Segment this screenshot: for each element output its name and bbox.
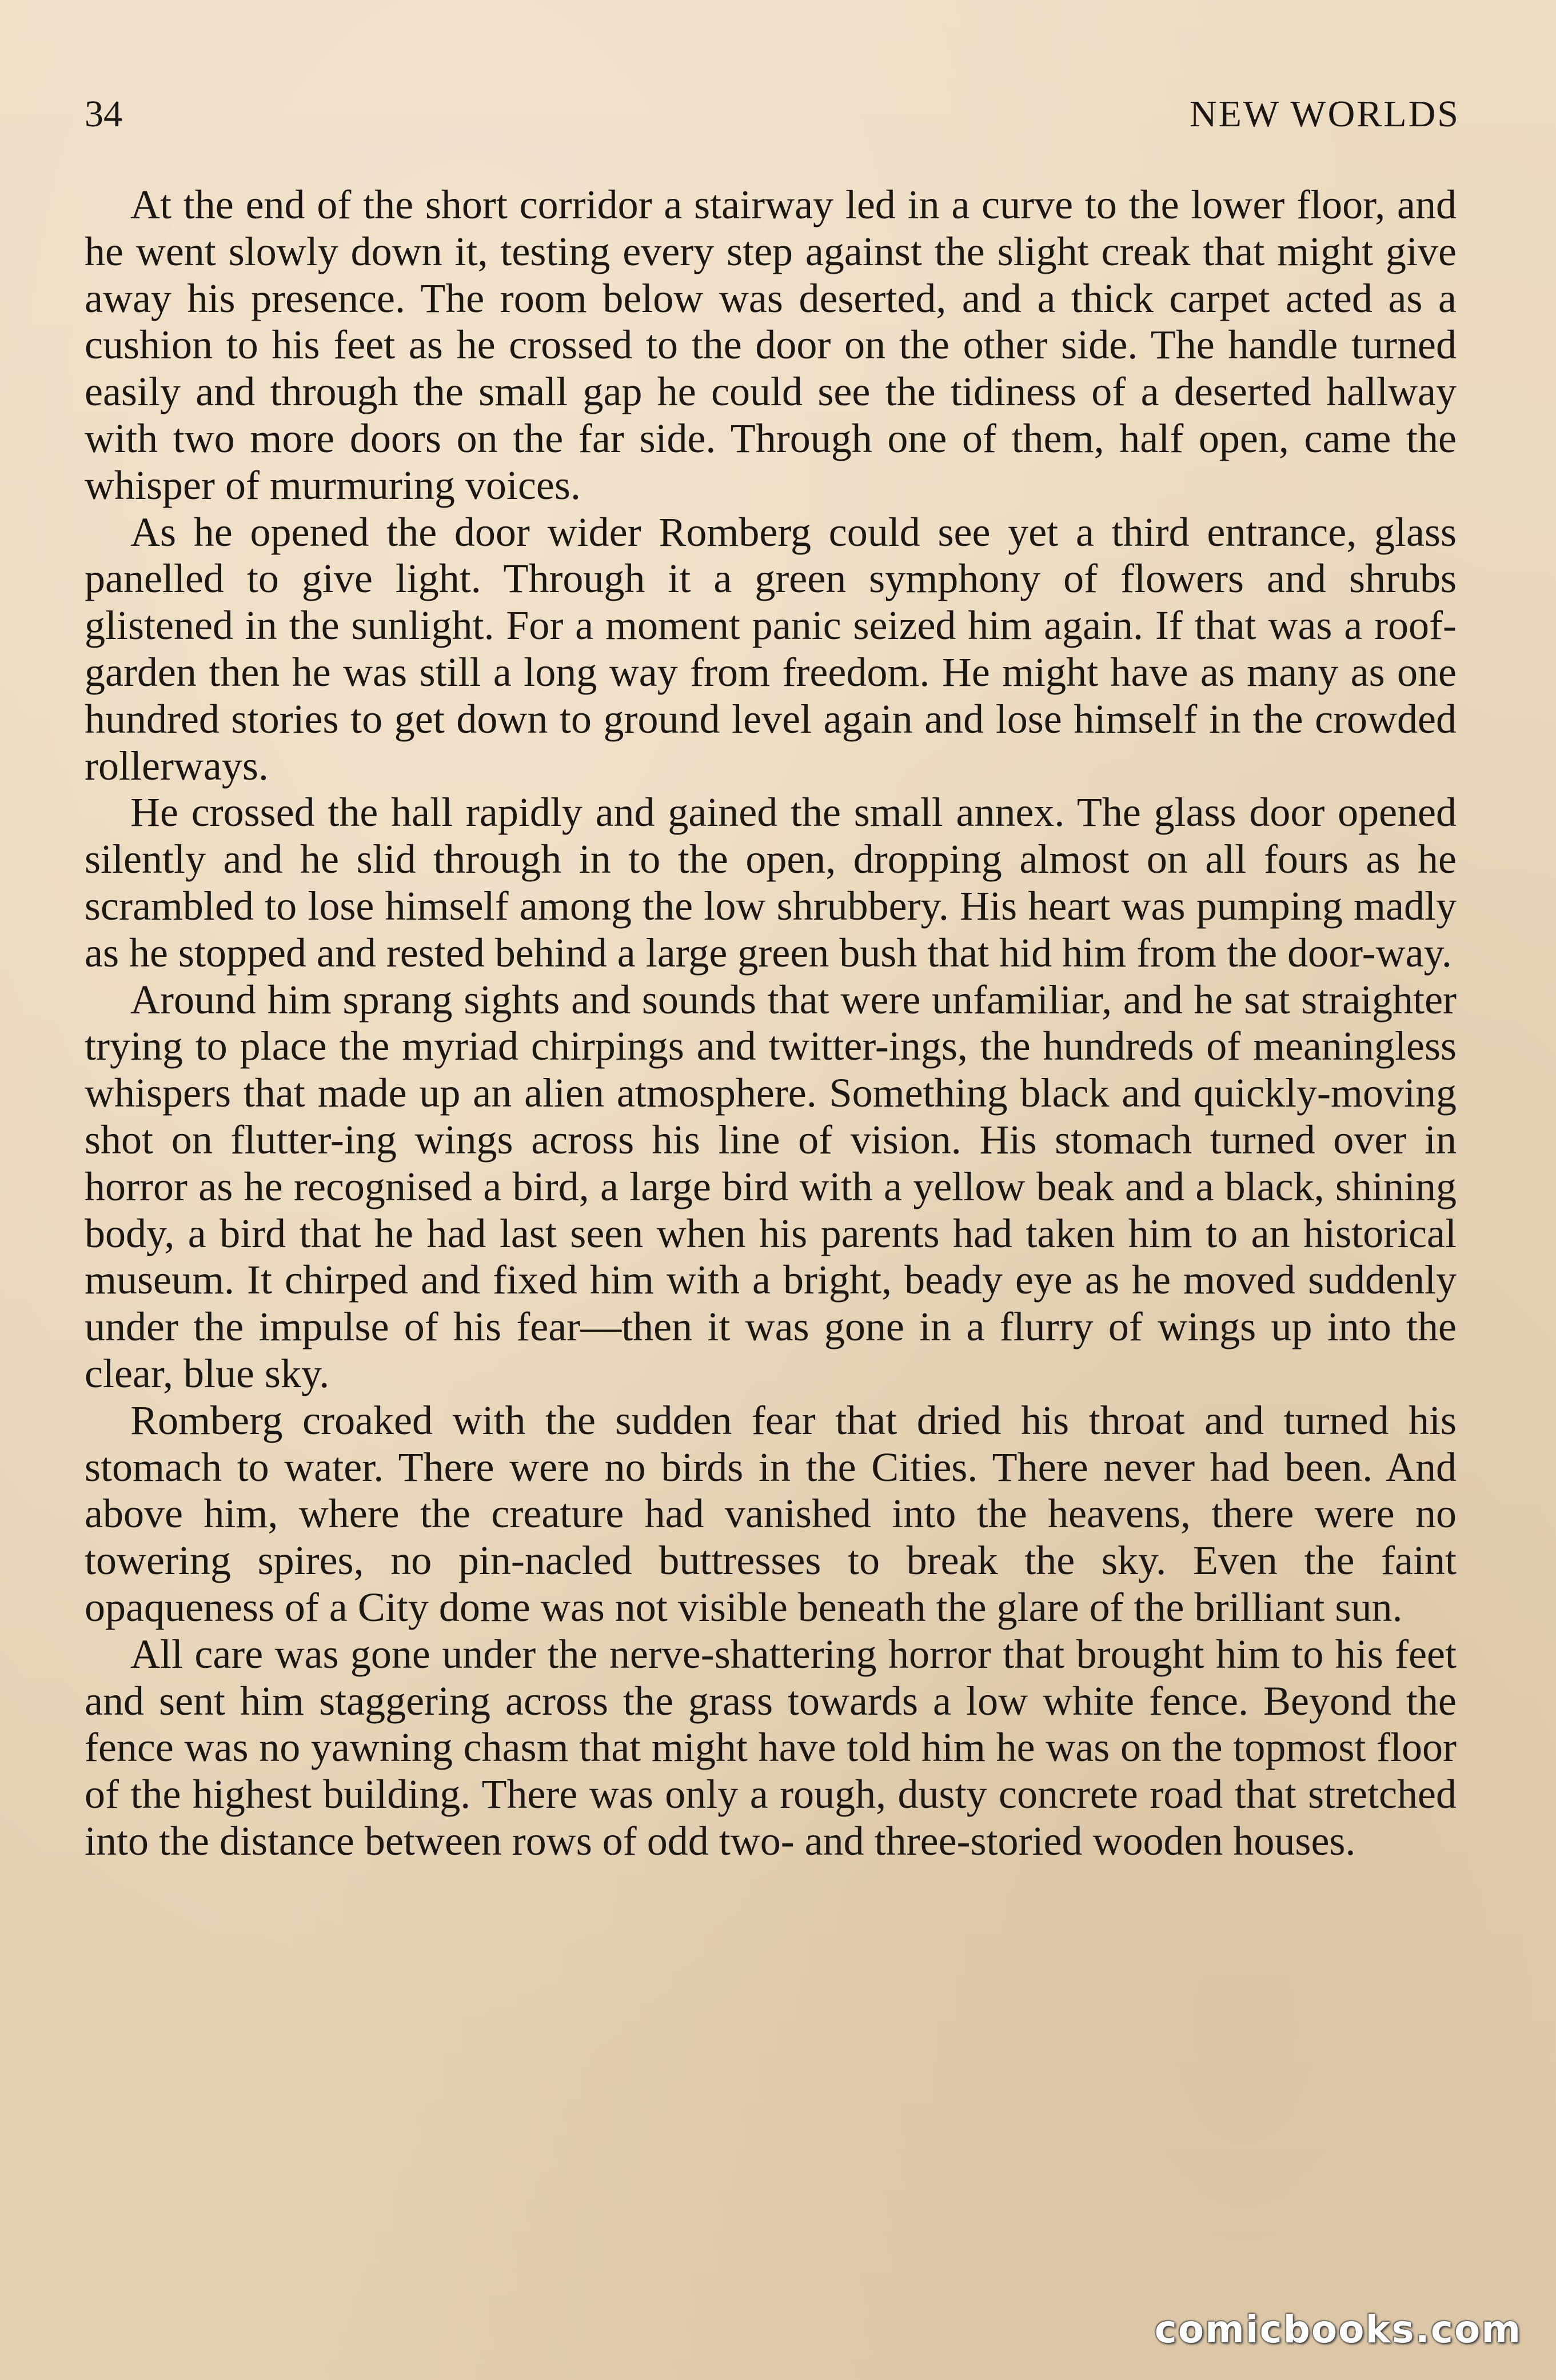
paragraph-2: As he opened the door wider Romberg could see yet a third entrance, glass panelled to give light. Through it a green symphony of flowers and shrubs glistened in the sunlight. For a moment panic seized him again. If that was a roof-garden then he was still a long way from freedom. He might have as many as one hundred stories to get down to ground level again and lose himself in the crowded rollerways. — [85, 509, 1457, 789]
paragraph-4: Around him sprang sights and sounds that were unfamiliar, and he sat straighter trying to place the myriad chirpings and twitter-ings, the hundreds of meaningless whispers that made up an alien atmosphere. Something black and quickly-moving shot on flutter-ing wings across his line of vision. His stomach turned over in horror as he recognised a bird, a large bird with a yellow beak and a black, shining body, a bird that he had last seen when his parents had taken him to an historical museum. It chirped and fixed him with a bright, beady eye as he moved suddenly under the impulse of his fear—then it was gone in a flurry of wings up into the clear, blue sky. — [85, 976, 1457, 1396]
page-header — [85, 86, 1460, 143]
watermark: comicbooks.com — [1154, 2307, 1522, 2351]
paragraph-6: All care was gone under the nerve-shattering horror that brought him to his feet and sent him staggering across the grass towards a low white fence. Beyond the fence was no yawning chasm that might have told him he was on the topmost floor of the highest building. There was only a rough, dusty concrete road that stretched into the distance between rows of odd two- and three-storied wooden houses. — [85, 1631, 1457, 1864]
page-number: 34 — [85, 93, 122, 135]
paragraph-5: Romberg croaked with the sudden fear that dried his throat and turned his stomach to water. There were no birds in the Cities. There never had been. And above him, where the creature had vanished into the heavens, there were no towering spires, no pin-nacled buttresses to break the sky. Even the faint opaqueness of a City dome was not visible beneath the glare of the brilliant sun. — [85, 1397, 1457, 1630]
paragraph-1: At the end of the short corridor a stairway led in a curve to the lower floor, and he went slowly down it, testing every step against the slight creak that might give away his presence. The room below was deserted, and a thick carpet acted as a cushion to his feet as he crossed to the door on the other side. The handle turned easily and through the small gap he could see the tidiness of a deserted hallway with two more doors on the far side. Through one of them, half open, came the whisper of murmuring voices. — [85, 182, 1457, 508]
paragraph-3: He crossed the hall rapidly and gained the small annex. The glass door opened silently and he slid through in to the open, dropping almost on all fours as he scrambled to lose himself among the low shrubbery. His heart was pumping madly as he stopped and rested behind a large green bush that hid him from the door-way. — [85, 789, 1457, 976]
body-text — [85, 182, 1457, 1865]
running-head: NEW WORLDS — [1189, 93, 1460, 135]
